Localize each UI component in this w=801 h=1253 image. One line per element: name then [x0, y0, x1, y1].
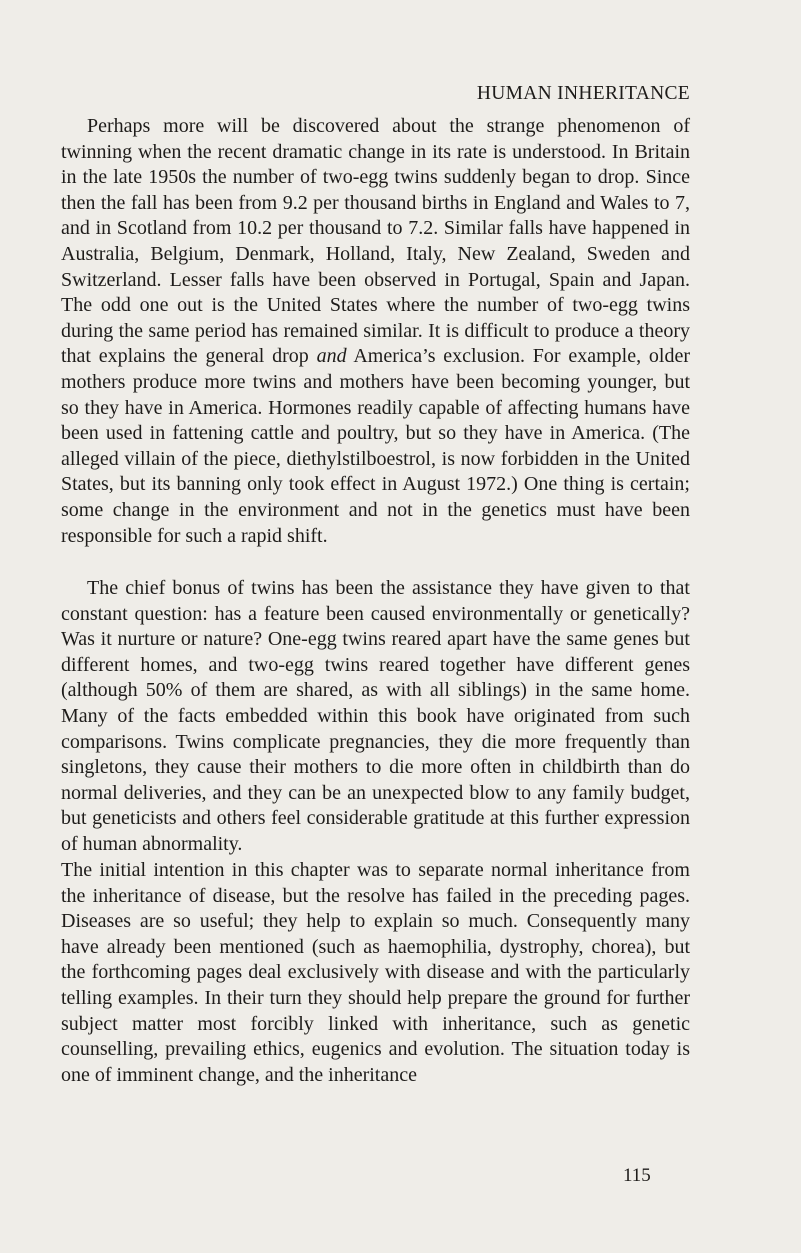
page-number: 115 — [623, 1165, 651, 1186]
paragraph-twin-studies: The chief bonus of twins has been the assistance they have given to that constant question: has a feature been caused environmentally or genetically? Was it nurture or nature? One-egg twins reared apart have the same genes but different homes, and two-egg twins reared together have different genes (although 50% of them are shared, as with all siblings) in the same home. Many of the facts embedded within this book have originated from such comparisons. Twins complicate pregnancies, they die more frequently than singletons, they cause their mothers to die more often in childbirth than do normal deliveries, and they can be an unexpected blow to any family budget, but geneticists and others feel considerable gratitude at this further expression of human abnormality. — [61, 577, 690, 855]
paragraph-text-part: America’s exclusion. For example, older mothers produce more twins and mothers have been becoming younger, but so they have in America. Hormones readily capable of affecting humans have been used in fattening cattle and poultry, but so they have in America. (The alleged villain of the piece, diethylstilboestrol, is now forbidden in the United States, but its banning only took effect in August 1972.) One thing is certain; some change in the environment and not in the genetics must have been responsible for such a rapid shift. — [61, 345, 690, 547]
paragraph-chapter-intention: The initial intention in this chapter was to separate normal inheritance from the inheritance of disease, but the resolve has failed in the preceding pages. Diseases are so useful; they help to explain so much. Consequently many have already been mentioned (such as haemophilia, dystrophy, chorea), but the forthcoming pages deal exclusively with disease and with the particularly telling examples. In their turn they should help prepare the ground for further subject matter most forcibly linked with inheritance, such as genetic counselling, prevailing ethics, eugenics and evolution. The situation today is one of imminent change, and the inheritance — [61, 859, 690, 1086]
paragraph-text-part: Perhaps more will be discovered about the strange phenomenon of twinning when the recent dramatic change in its rate is understood. In Britain in the late 1950s the number of two-egg twins suddenly began to drop. Since then the fall has been from 9.2 per thousand births in England and Wales to 7, and in Scotland from 10.2 per thousand to 7.2. Similar falls have happened in Australia, Belgium, Denmark, Holland, Italy, New Zealand, Sweden and Switzerland. Lesser falls have been observed in Portugal, Spain and Japan. The odd one out is the United States where the number of two-egg twins during the same period has remained similar. It is difficult to produce a theory that explains the general drop — [61, 115, 690, 368]
italic-emphasis: and — [316, 345, 347, 368]
paragraph-twinning-rate — [61, 114, 690, 549]
running-head: HUMAN INHERITANCE — [476, 83, 690, 104]
book-page — [61, 0, 690, 1253]
